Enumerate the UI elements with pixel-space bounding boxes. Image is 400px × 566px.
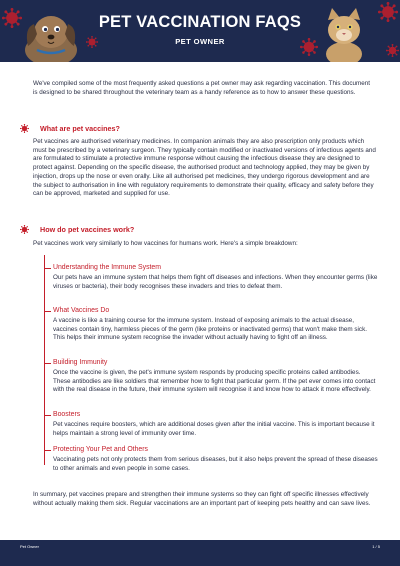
timeline-connector (44, 363, 51, 364)
intro-paragraph: We've compiled some of the most frequently asked questions a pet owner may ask regarding vaccination. This document is designed to be shared throughout the veterinary team as a handy reference as to how to answer these questions. (33, 80, 370, 96)
timeline-item-text: Once the vaccine is given, the pet's immune system responds by producing specific proteins called antibodies. These antibodies are like soldiers that remember how to fight that particular germ. If the pet ever comes into contact with the real disease in the future, their immune system will recognise it and know how to attack it more effectively. (53, 369, 376, 394)
summary-paragraph: In summary, pet vaccines prepare and strengthen their immune systems so they can fight off specific illnesses effectively without actually making them sick. Regular vaccinations are an important part of keeping pets healthy and can save lives. (33, 491, 371, 507)
section-body-how: Pet vaccines work very similarly to how vaccines for humans work. Here's a simple breakdown: (33, 240, 298, 247)
timeline-item (44, 264, 378, 306)
header-banner (0, 0, 400, 62)
timeline-connector (44, 311, 51, 312)
timeline-connector (44, 415, 51, 416)
page-subtitle: PET OWNER (175, 37, 225, 46)
footer-bar (0, 540, 400, 566)
timeline-item-text: Our pets have an immune system that helps them fight off diseases and infections. When they encounter germs (like viruses or bacteria), their body recognises these invaders and tries to defeat them. (53, 274, 378, 290)
timeline-item-text: Vaccinating pets not only protects them from serious diseases, but it also helps prevent the spread of these diseases to other animals and even people in some cases. (53, 456, 378, 472)
virus-icon (20, 124, 29, 133)
timeline-item-title: Boosters (53, 411, 81, 418)
timeline-item (44, 446, 378, 478)
section-heading-label: What are pet vaccines? (40, 124, 120, 133)
timeline-item (44, 359, 378, 409)
footer-page-number: 1 / 5 (372, 544, 380, 549)
timeline-item-title: Protecting Your Pet and Others (53, 446, 148, 453)
timeline-connector (44, 268, 51, 269)
timeline-item-title: Understanding the Immune System (53, 264, 162, 271)
timeline-item-text: A vaccine is like a training course for the immune system. Instead of exposing animals to the actual disease, vaccines contain tiny, harmless pieces of the germ (like proteins or inactivated germs) that won't make them sick. This helps their immune system recognise the invader without actually having to fight off an illness. (53, 317, 367, 342)
footer-document-label: Pet Owner (20, 544, 39, 549)
timeline-connector (44, 450, 51, 451)
section-body-what: Pet vaccines are authorised veterinary medicines. In companion animals they are also prescription only products which must be prescribed by a veterinary surgeon. They typically contain modified or inactivated versions of infectious agents and are formulated to stimulate a protective immune response without causing the infectious disease they are designed to protect against. Depending on the specific disease, the authorised product and technology applied, they may be given by injection, drops up the nose or even orally. Like all authorised pet medicines, they undergo rigorous development and are the subject to authorisation in line with regulatory requirements to demonstrate their quality, efficacy and safety before they can be approved, marketed and supplied for use. (33, 138, 376, 198)
virus-icon (20, 225, 29, 234)
page-title: PET VACCINATION FAQS (98, 13, 302, 31)
section-heading-how (20, 225, 134, 234)
timeline-item-text: Pet vaccines require boosters, which are additional doses given after the initial vaccine. This is important because it helps maintain a strong level of immunity over time. (53, 421, 375, 437)
timeline-item (44, 411, 378, 443)
timeline-item (44, 307, 378, 357)
section-heading-label: How do pet vaccines work? (40, 225, 135, 234)
timeline-item-title: Building Immunity (53, 359, 108, 366)
timeline-item-title: What Vaccines Do (53, 307, 110, 314)
section-heading-what (20, 124, 120, 133)
